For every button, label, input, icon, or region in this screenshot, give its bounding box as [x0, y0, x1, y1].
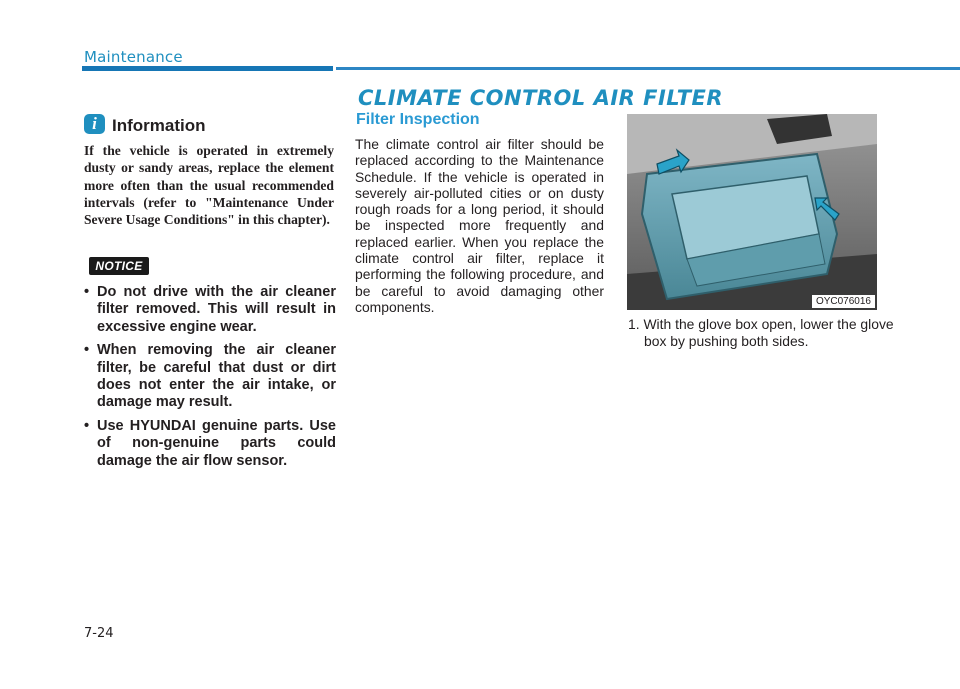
glove-box-photo — [627, 114, 877, 310]
info-body: If the vehicle is operated in extremely dusty or sandy areas, replace the element more often than the usual recommended intervals (refer to "Maintenance Under Severe Usage Conditions" in this chapter). — [84, 143, 334, 228]
notice-badge: NOTICE — [89, 257, 149, 275]
list-item: • Do not drive with the air cleaner filter removed. This will result in excessive engine wear. — [84, 284, 336, 335]
glove-box-illustration — [627, 114, 877, 310]
figure-caption: OYC076016 — [812, 295, 875, 308]
page-number: 7-24 — [84, 626, 114, 641]
header-rule-dark — [82, 66, 333, 71]
page-title: CLIMATE CONTROL AIR FILTER — [358, 86, 724, 110]
info-icon: i — [84, 114, 105, 134]
notice-list — [84, 284, 336, 476]
section-subheading: Filter Inspection — [356, 111, 480, 128]
list-item: • When removing the air cleaner filter, be careful that dust or dirt does not enter the air intake, or damage may result. — [84, 342, 336, 411]
section-label: Maintenance — [84, 48, 183, 66]
header-rule-light — [336, 67, 960, 70]
info-title: Information — [112, 116, 206, 135]
list-item: • Use HYUNDAI genuine parts. Use of non-genuine parts could damage the air flow sensor. — [84, 417, 336, 469]
step-instruction: 1. With the glove box open, lower the glove box by pushing both sides. — [628, 316, 894, 349]
body-paragraph: The climate control air filter should be replaced according to the Maintenance Schedule. If the vehicle is operated in severely air-polluted cities or on dusty rough roads for a long period, it should be inspected more frequently and replaced earlier. When you replace the climate control air filter, replace it performing the following procedure, and be careful to avoid damaging other components. — [355, 136, 604, 315]
